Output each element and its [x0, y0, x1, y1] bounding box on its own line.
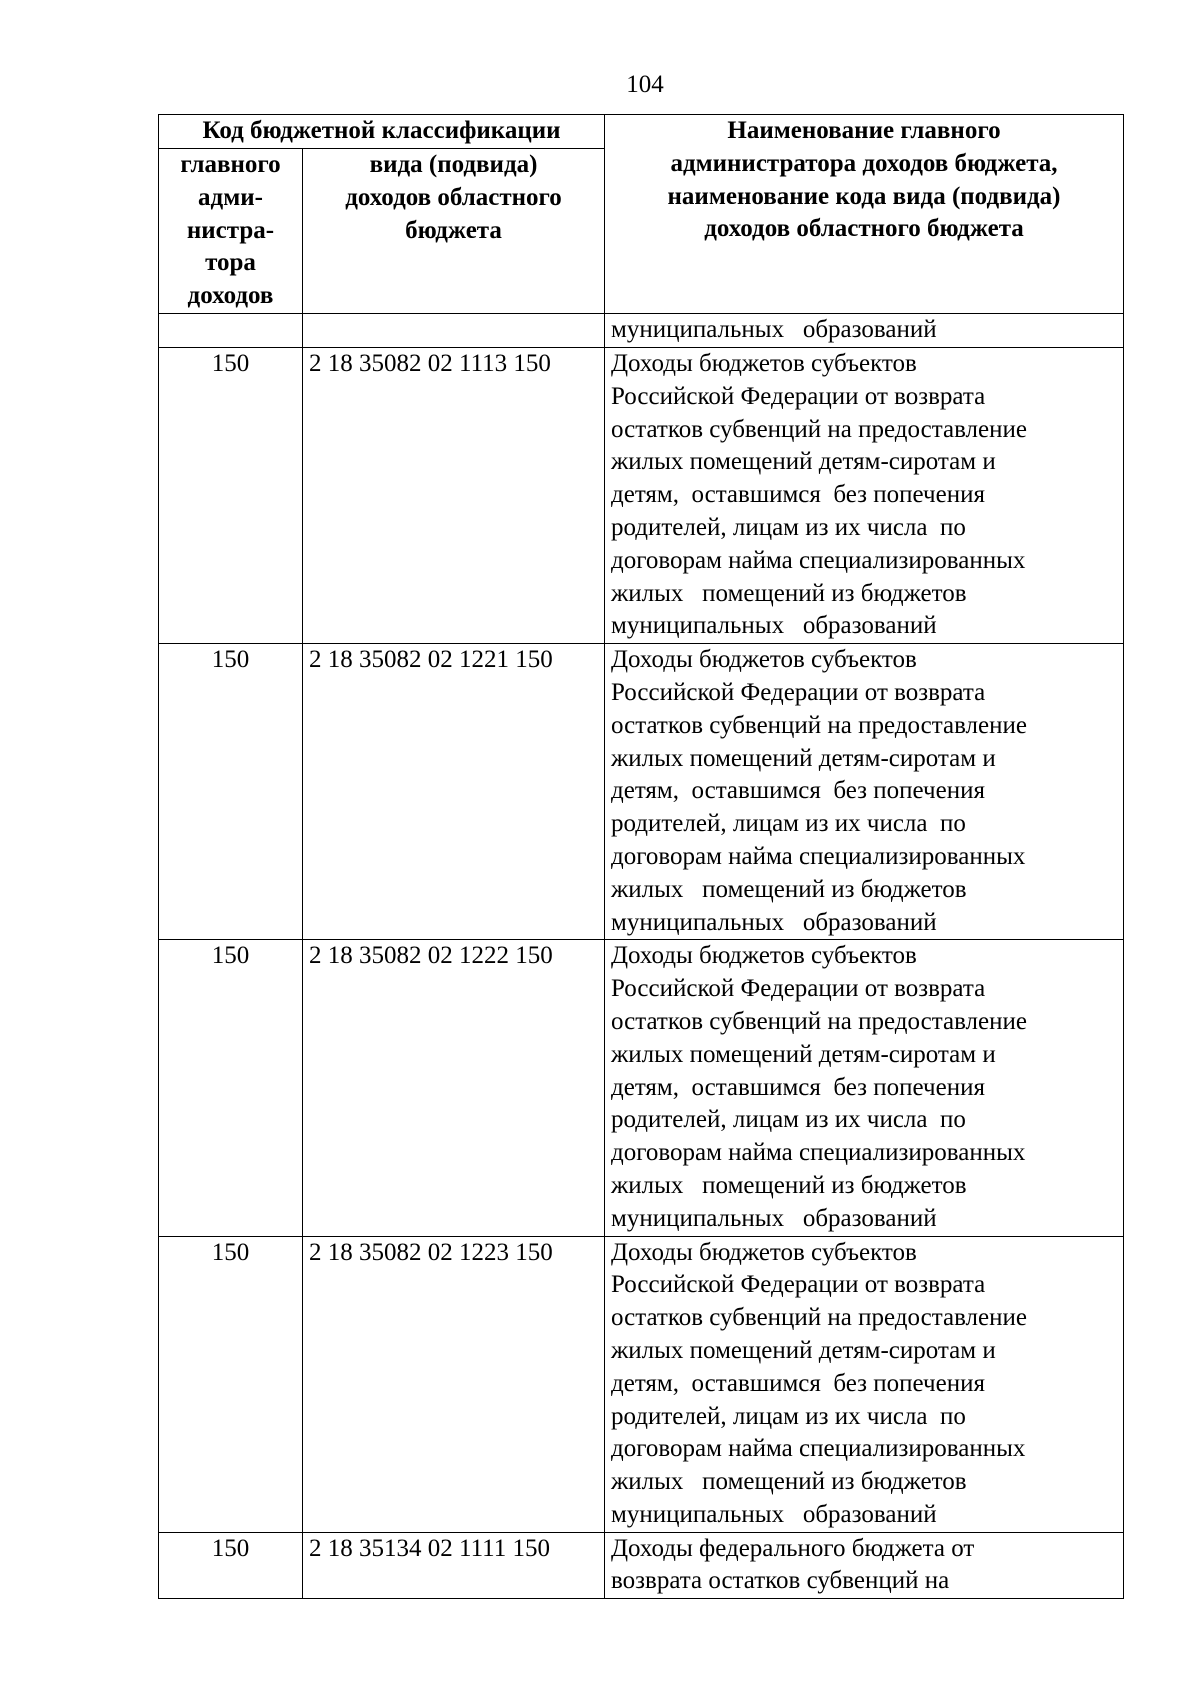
description-line: родителей, лицам из их числа по	[611, 1402, 966, 1430]
description-line: Доходы бюджетов субъектов	[611, 1238, 917, 1266]
income-code-cell: 2 18 35134 02 1111 150	[303, 1532, 605, 1599]
description-line: Российской Федерации от возврата	[611, 1271, 986, 1299]
description-line: договорам найма специализированных	[611, 1139, 1026, 1167]
description-line: жилых помещений детям-сиротам и	[611, 1040, 996, 1068]
description-line: Доходы федерального бюджета от	[611, 1534, 975, 1562]
header-admin-line: адми-	[198, 183, 263, 211]
description-line: возврата остатков субвенций на	[611, 1567, 950, 1595]
header-name-column	[605, 115, 1124, 314]
header-admin-line: тора	[205, 249, 256, 277]
admin-code-cell: 150	[159, 940, 303, 1236]
table-row	[159, 1532, 1124, 1599]
header-name-line: наименование кода вида (подвида)	[667, 182, 1061, 210]
income-code-cell: 2 18 35082 02 1223 150	[303, 1236, 605, 1532]
income-code-cell: 2 18 35082 02 1221 150	[303, 644, 605, 940]
header-row-group	[159, 115, 1124, 149]
header-admin-line: главного	[180, 151, 281, 178]
description-line: Российской Федерации от возврата	[611, 975, 986, 1003]
description-line: договорам найма специализированных	[611, 842, 1026, 870]
description-line: Доходы бюджетов субъектов	[611, 350, 917, 377]
description-line: родителей, лицам из их числа по	[611, 1106, 966, 1134]
description-line: жилых помещений из бюджетов	[611, 579, 967, 607]
admin-code-cell: 150	[159, 644, 303, 940]
description-line: Российской Федерации от возврата	[611, 678, 986, 706]
page-number: 104	[626, 71, 664, 98]
header-name-line: администратора доходов бюджета,	[670, 149, 1058, 177]
header-kind-line: доходов областного	[345, 183, 562, 211]
description-line: муниципальных образований	[611, 612, 937, 640]
description-line: жилых помещений детям-сиротам и	[611, 1336, 996, 1364]
description-line: детям, оставшимся без попечения	[611, 481, 985, 509]
description-line: муниципальных образований	[611, 908, 937, 936]
description-cell	[605, 314, 1124, 348]
description-line: жилых помещений из бюджетов	[611, 1171, 967, 1199]
header-code-group: Код бюджетной классификации	[159, 115, 605, 149]
header-admin-line: нистра-	[186, 216, 275, 244]
header-kind-line: вида (подвида)	[369, 151, 538, 178]
header-name-line: Наименование главного	[727, 117, 1001, 144]
header-name-line: доходов областного бюджета	[704, 215, 1024, 243]
table-row	[159, 940, 1124, 1236]
income-code-cell	[303, 314, 605, 348]
description-line: остатков субвенций на предоставление	[611, 415, 1027, 443]
description-line: договорам найма специализированных	[611, 1435, 1026, 1463]
income-code-cell: 2 18 35082 02 1113 150	[303, 348, 605, 644]
description-cell	[605, 1532, 1124, 1599]
admin-code-cell: 150	[159, 1532, 303, 1599]
description-line: жилых помещений детям-сиротам и	[611, 744, 996, 772]
description-line: муниципальных образований	[611, 316, 937, 343]
header-admin-line: доходов	[187, 282, 274, 310]
description-line: Доходы бюджетов субъектов	[611, 942, 917, 970]
admin-code-cell: 150	[159, 348, 303, 644]
table-row	[159, 348, 1124, 644]
header-kind-line: бюджета	[405, 216, 502, 244]
description-line: детям, оставшимся без попечения	[611, 777, 985, 805]
description-line: жилых помещений детям-сиротам и	[611, 448, 996, 476]
header-kind-column	[303, 149, 605, 314]
description-cell	[605, 1236, 1124, 1532]
description-line: Российской Федерации от возврата	[611, 382, 986, 410]
description-cell	[605, 940, 1124, 1236]
description-line: договорам найма специализированных	[611, 546, 1026, 574]
description-line: муниципальных образований	[611, 1204, 937, 1232]
description-line: детям, оставшимся без попечения	[611, 1073, 985, 1101]
description-line: родителей, лицам из их числа по	[611, 810, 966, 838]
income-code-cell: 2 18 35082 02 1222 150	[303, 940, 605, 1236]
description-line: Доходы бюджетов субъектов	[611, 646, 917, 674]
table-row	[159, 644, 1124, 940]
table-row	[159, 1236, 1124, 1532]
description-line: жилых помещений из бюджетов	[611, 875, 967, 903]
description-line: детям, оставшимся без попечения	[611, 1369, 985, 1397]
description-line: остатков субвенций на предоставление	[611, 711, 1027, 739]
description-line: остатков субвенций на предоставление	[611, 1007, 1027, 1035]
description-line: муниципальных образований	[611, 1500, 937, 1528]
admin-code-cell: 150	[159, 1236, 303, 1532]
description-cell	[605, 644, 1124, 940]
description-line: жилых помещений из бюджетов	[611, 1468, 967, 1496]
description-cell	[605, 348, 1124, 644]
table-row-continuation	[159, 314, 1124, 348]
description-line: остатков субвенций на предоставление	[611, 1304, 1027, 1332]
budget-classification-table	[158, 114, 1124, 1599]
admin-code-cell	[159, 314, 303, 348]
header-admin-column	[159, 149, 303, 314]
description-line: родителей, лицам из их числа по	[611, 513, 966, 541]
